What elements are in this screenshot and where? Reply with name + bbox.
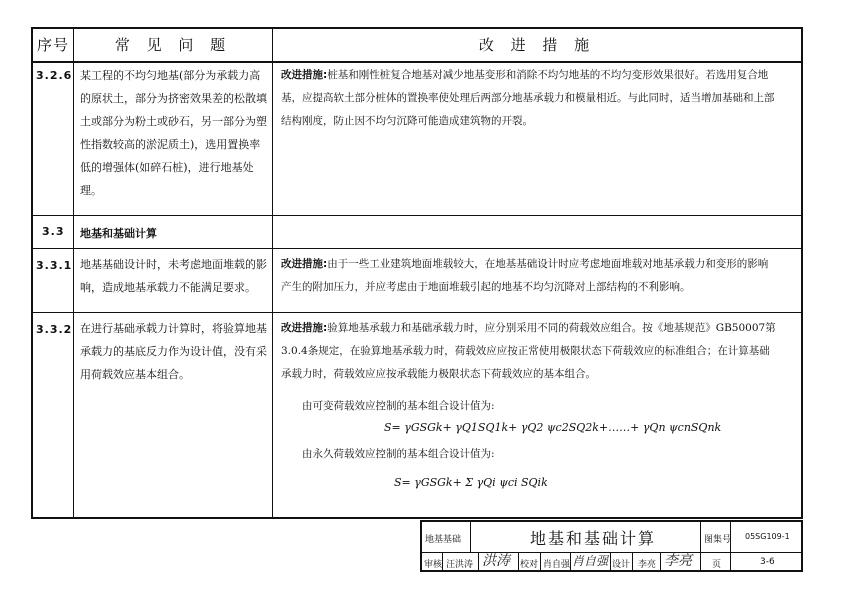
tb-checker-signature: 肖自强 bbox=[572, 554, 609, 568]
improvement-line: 基，应提高软土部分桩体的置换率使处理后两部分地基承载力和模量相近。与此同时，适当增加基础和上部 bbox=[281, 92, 775, 104]
improvement-line-text: 桩基和刚性桩复合地基对减少地基变形和消除不均匀地基的不均匀变形效果很好。若选用复合地 bbox=[327, 69, 769, 81]
formula-permanent: S= γGSGk+ Σ γQi ψci SQik bbox=[394, 476, 548, 489]
problem-line: 的原状土，部分为挤密效果差的松散填 bbox=[80, 92, 267, 105]
problem-line: 在进行基础承载力计算时，将验算地基 bbox=[80, 322, 267, 335]
problem-line: 土或部分为粉土或砂石，另一部分为塑 bbox=[80, 115, 267, 128]
improvement-line bbox=[281, 64, 797, 87]
improvement-line: 产生的附加压力，并应考虑由于地面堆载引起的地基不均匀沉降对上部结构的不利影响。 bbox=[281, 281, 691, 293]
tb-checker: 肖自强 bbox=[543, 560, 571, 570]
tb-atlas-no: 05SG109-1 bbox=[745, 532, 790, 541]
tb-divider bbox=[518, 552, 519, 571]
row-divider-2 bbox=[32, 248, 802, 249]
problem-line: 理。 bbox=[80, 184, 102, 197]
improvement-label: 改进措施: bbox=[281, 322, 328, 334]
problem-line: 用荷载效应基本组合。 bbox=[80, 368, 190, 381]
row-number: 3.3.2 bbox=[36, 323, 73, 336]
tb-designer: 李亮 bbox=[638, 560, 657, 570]
header-col-problem: 常 见 问 题 bbox=[114, 36, 232, 54]
problem-line: 承载力的基底反力作为设计值，没有采 bbox=[80, 345, 267, 358]
formula-variable: S= γGSGk+ γQ1SQ1k+ γQ2 ψc2SQ2k+……+ γQn ψcnSQnk bbox=[384, 421, 722, 434]
tb-page-no: 3-6 bbox=[760, 557, 775, 567]
improvement-line: 结构刚度，防止因不均匀沉降可能造成建筑物的开裂。 bbox=[281, 115, 533, 127]
row-divider-1 bbox=[32, 215, 802, 216]
tb-category: 地基基础 bbox=[425, 535, 462, 545]
improvement-text bbox=[281, 317, 797, 386]
tb-page-label: 页 bbox=[712, 560, 722, 570]
improvement-label: 改进措施: bbox=[281, 69, 328, 81]
tb-check-label: 校对 bbox=[520, 560, 539, 570]
tb-divider bbox=[478, 552, 479, 571]
improvement-line bbox=[281, 253, 797, 276]
row-number: 3.3.1 bbox=[36, 259, 73, 272]
tb-divider bbox=[570, 552, 571, 571]
problem-line: 某工程的不均匀地基(部分为承载力高 bbox=[80, 69, 261, 82]
problem-line: 性指数较高的淤泥质土)，选用置换率 bbox=[80, 138, 261, 151]
tb-title: 地基和基础计算 bbox=[530, 529, 657, 548]
problem-line: 地基基础设计时，未考虑地面堆载的影 bbox=[80, 258, 267, 271]
col-divider-problem bbox=[272, 28, 273, 518]
tb-divider bbox=[660, 552, 661, 571]
improvement-text bbox=[281, 253, 797, 299]
section-title: 地基和基础计算 bbox=[80, 227, 157, 240]
col-divider-no bbox=[73, 28, 74, 518]
tb-design-label: 设计 bbox=[612, 560, 631, 570]
tb-divider bbox=[610, 552, 611, 571]
tb-divider bbox=[540, 552, 541, 571]
problem-text bbox=[80, 317, 268, 386]
improvement-label: 改进措施: bbox=[281, 258, 328, 270]
tb-reviewer-signature: 洪涛 bbox=[482, 553, 510, 569]
formula-intro-permanent: 由永久荷载效应控制的基本组合设计值为: bbox=[302, 448, 495, 460]
improvement-line-text: 验算地基承载力和基础承载力时，应分别采用不同的荷载效应组合。按《地基规范》GB50007第 bbox=[327, 322, 776, 334]
improvement-line: 3.0.4条规定，在验算地基承载力时，荷载效应应按正常使用极限状态下荷载效应的标准组合；在计算基础 bbox=[281, 345, 770, 357]
tb-divider bbox=[700, 521, 701, 571]
header-col-no: 序号 bbox=[36, 36, 69, 54]
tb-divider bbox=[730, 521, 731, 571]
tb-reviewer: 汪洪涛 bbox=[446, 560, 474, 570]
section-number: 3.3 bbox=[42, 225, 65, 238]
tb-review-label: 审核 bbox=[424, 560, 443, 570]
header-col-improve: 改 进 措 施 bbox=[478, 36, 596, 54]
problem-line: 低的增强体(如碎石桩)，进行地基处 bbox=[80, 161, 254, 174]
improvement-line-text: 由于一些工业建筑地面堆载较大，在地基基础设计时应考虑地面堆载对地基承载力和变形的影响 bbox=[327, 258, 769, 270]
improvement-line: 承载力时，荷载效应应按承载能力极限状态下荷载效应的基本组合。 bbox=[281, 368, 596, 380]
tb-designer-signature: 李亮 bbox=[664, 553, 692, 569]
problem-line: 响，造成地基承载力不能满足要求。 bbox=[80, 281, 256, 294]
header-divider bbox=[32, 61, 802, 63]
problem-text bbox=[80, 64, 268, 202]
row-divider-3 bbox=[32, 312, 802, 313]
improvement-text bbox=[281, 64, 797, 133]
improvement-line bbox=[281, 317, 797, 340]
tb-divider bbox=[442, 552, 443, 571]
tb-atlas-label: 图集号 bbox=[704, 535, 732, 545]
row-number: 3.2.6 bbox=[36, 69, 73, 82]
problem-text bbox=[80, 253, 268, 299]
formula-intro-variable: 由可变荷载效应控制的基本组合设计值为: bbox=[302, 400, 495, 412]
tb-divider bbox=[470, 521, 471, 552]
tb-divider bbox=[632, 552, 633, 571]
